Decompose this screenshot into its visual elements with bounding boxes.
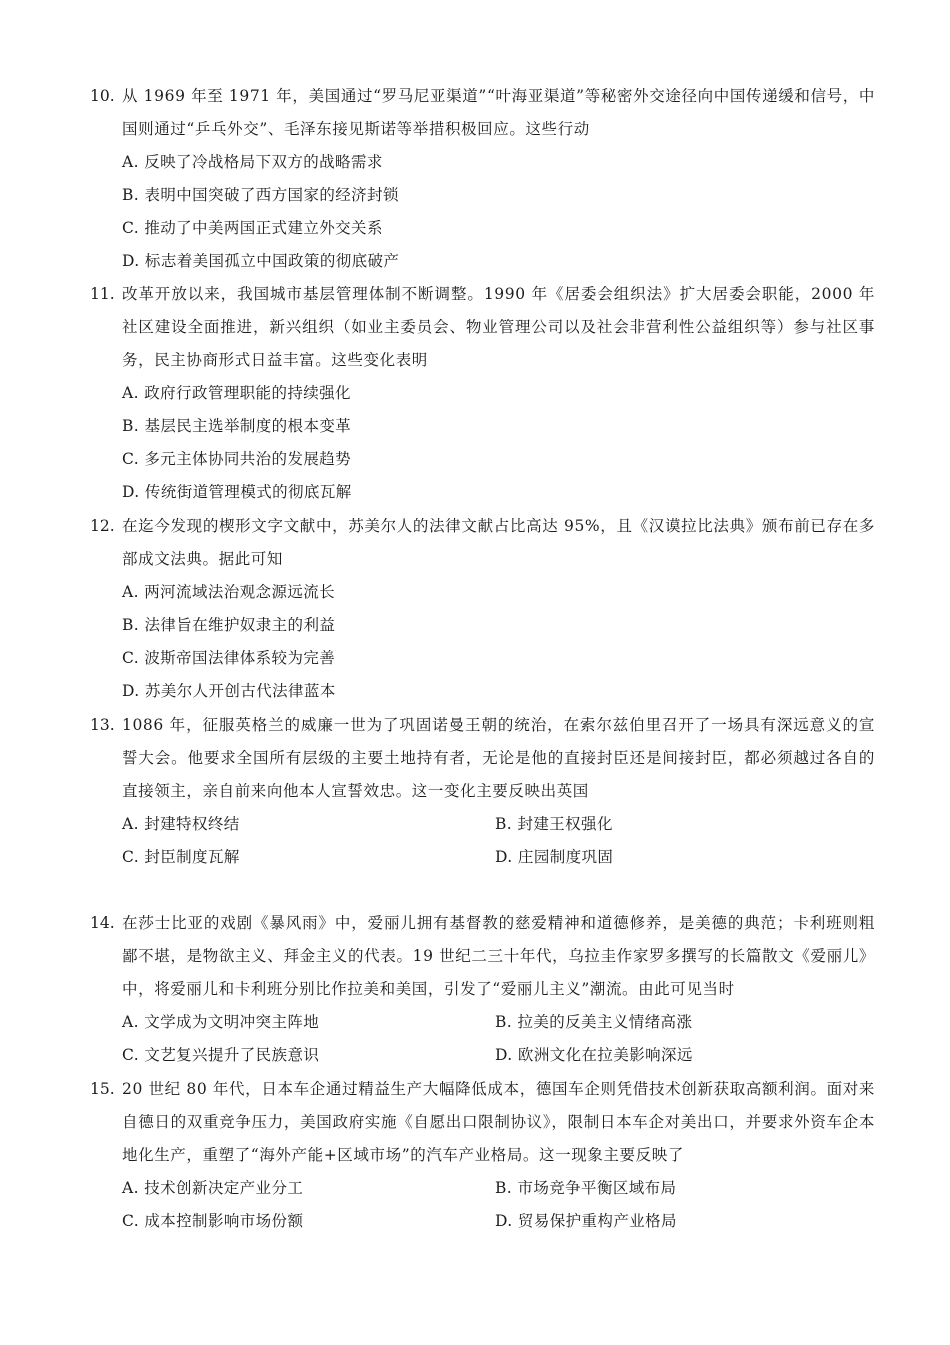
options-row-2 bbox=[122, 1039, 875, 1072]
options-row-1 bbox=[122, 808, 875, 841]
question-12 bbox=[90, 510, 875, 708]
option-d[interactable]: D. 传统街道管理模式的彻底瓦解 bbox=[122, 483, 352, 501]
question-15 bbox=[90, 1073, 875, 1238]
options-row-2 bbox=[122, 841, 875, 874]
option-c[interactable]: C. 多元主体协同共治的发展趋势 bbox=[122, 450, 352, 468]
option-d[interactable]: D. 贸易保护重构产业格局 bbox=[495, 1212, 677, 1230]
option-d[interactable]: D. 标志着美国孤立中国政策的彻底破产 bbox=[122, 252, 400, 270]
option-b[interactable]: B. 市场竞争平衡区域布局 bbox=[495, 1179, 677, 1197]
option-a[interactable]: A. 文学成为文明冲突主阵地 bbox=[122, 1013, 320, 1031]
question-number: 15. bbox=[90, 1080, 115, 1098]
option-a[interactable]: A. 封建特权终结 bbox=[122, 815, 240, 833]
option-d[interactable]: D. 苏美尔人开创古代法律蓝本 bbox=[122, 682, 336, 700]
option-a[interactable]: A. 政府行政管理职能的持续强化 bbox=[122, 384, 351, 402]
question-11 bbox=[90, 278, 875, 509]
question-number: 12. bbox=[90, 517, 115, 535]
option-c[interactable]: C. 封臣制度瓦解 bbox=[122, 848, 240, 866]
options-row-1 bbox=[122, 1172, 875, 1205]
question-stem: 20 世纪 80 年代，日本车企通过精益生产大幅降低成本，德国车企则凭借技术创新获取高额利润。面对来自德日的双重竞争压力，美国政府实施《自愿出口限制协议》，限制日本车企对美出口，并要求外资车企本地化生产，重塑了“海外产能+区域市场”的汽车产业格局。这一现象主要反映了 bbox=[122, 1080, 875, 1164]
question-number: 13. bbox=[90, 716, 115, 734]
option-a[interactable]: A. 技术创新决定产业分工 bbox=[122, 1179, 304, 1197]
option-d[interactable]: D. 庄园制度巩固 bbox=[495, 848, 614, 866]
option-b[interactable]: B. 法律旨在维护奴隶主的利益 bbox=[122, 616, 336, 634]
option-a[interactable]: A. 反映了冷战格局下双方的战略需求 bbox=[122, 153, 383, 171]
question-stem: 改革开放以来，我国城市基层管理体制不断调整。1990 年《居委会组织法》扩大居委会职能，2000 年社区建设全面推进，新兴组织（如业主委员会、物业管理公司以及社会非营利性公益组织等）参与社区事务，民主协商形式日益丰富。这些变化表明 bbox=[122, 285, 875, 369]
option-a[interactable]: A. 两河流域法治观念源远流长 bbox=[122, 583, 336, 601]
option-c[interactable]: C. 推动了中美两国正式建立外交关系 bbox=[122, 219, 383, 237]
question-stem: 在莎士比亚的戏剧《暴风雨》中，爱丽儿拥有基督教的慈爱精神和道德修养，是美德的典范；卡利班则粗鄙不堪，是物欲主义、拜金主义的代表。19 世纪二三十年代，乌拉圭作家罗多撰写的长篇散文《爱丽儿》中，将爱丽儿和卡利班分别比作拉美和美国，引发了“爱丽儿主义”潮流。由此可见当时 bbox=[122, 914, 875, 998]
option-c[interactable]: C. 波斯帝国法律体系较为完善 bbox=[122, 649, 336, 667]
options-row-1 bbox=[122, 1006, 875, 1039]
options-row-2 bbox=[122, 1205, 875, 1238]
question-number: 14. bbox=[90, 914, 115, 932]
question-stem: 在迄今发现的楔形文字文献中，苏美尔人的法律文献占比高达 95%，且《汉谟拉比法典》颁布前已存在多部成文法典。据此可知 bbox=[122, 517, 875, 568]
question-14 bbox=[90, 907, 875, 1072]
option-b[interactable]: B. 封建王权强化 bbox=[495, 815, 613, 833]
question-13 bbox=[90, 709, 875, 874]
question-number: 11. bbox=[90, 285, 115, 303]
option-c[interactable]: C. 成本控制影响市场份额 bbox=[122, 1212, 304, 1230]
option-b[interactable]: B. 基层民主选举制度的根本变革 bbox=[122, 417, 352, 435]
option-b[interactable]: B. 拉美的反美主义情绪高涨 bbox=[495, 1013, 693, 1031]
option-b[interactable]: B. 表明中国突破了西方国家的经济封锁 bbox=[122, 186, 399, 204]
question-stem: 1086 年，征服英格兰的威廉一世为了巩固诺曼王朝的统治，在索尔兹伯里召开了一场具有深远意义的宣誓大会。他要求全国所有层级的主要土地持有者，无论是他的直接封臣还是间接封臣，都必须越过各自的直接领主，亲自前来向他本人宣誓效忠。这一变化主要反映出英国 bbox=[122, 716, 875, 800]
question-number: 10. bbox=[90, 87, 115, 105]
option-d[interactable]: D. 欧洲文化在拉美影响深远 bbox=[495, 1046, 693, 1064]
question-10 bbox=[90, 80, 875, 278]
question-stem: 从 1969 年至 1971 年，美国通过“罗马尼亚渠道”“叶海亚渠道”等秘密外交途径向中国传递缓和信号，中国则通过“乒乓外交”、毛泽东接见斯诺等举措积极回应。这些行动 bbox=[122, 87, 875, 138]
option-c[interactable]: C. 文艺复兴提升了民族意识 bbox=[122, 1046, 320, 1064]
